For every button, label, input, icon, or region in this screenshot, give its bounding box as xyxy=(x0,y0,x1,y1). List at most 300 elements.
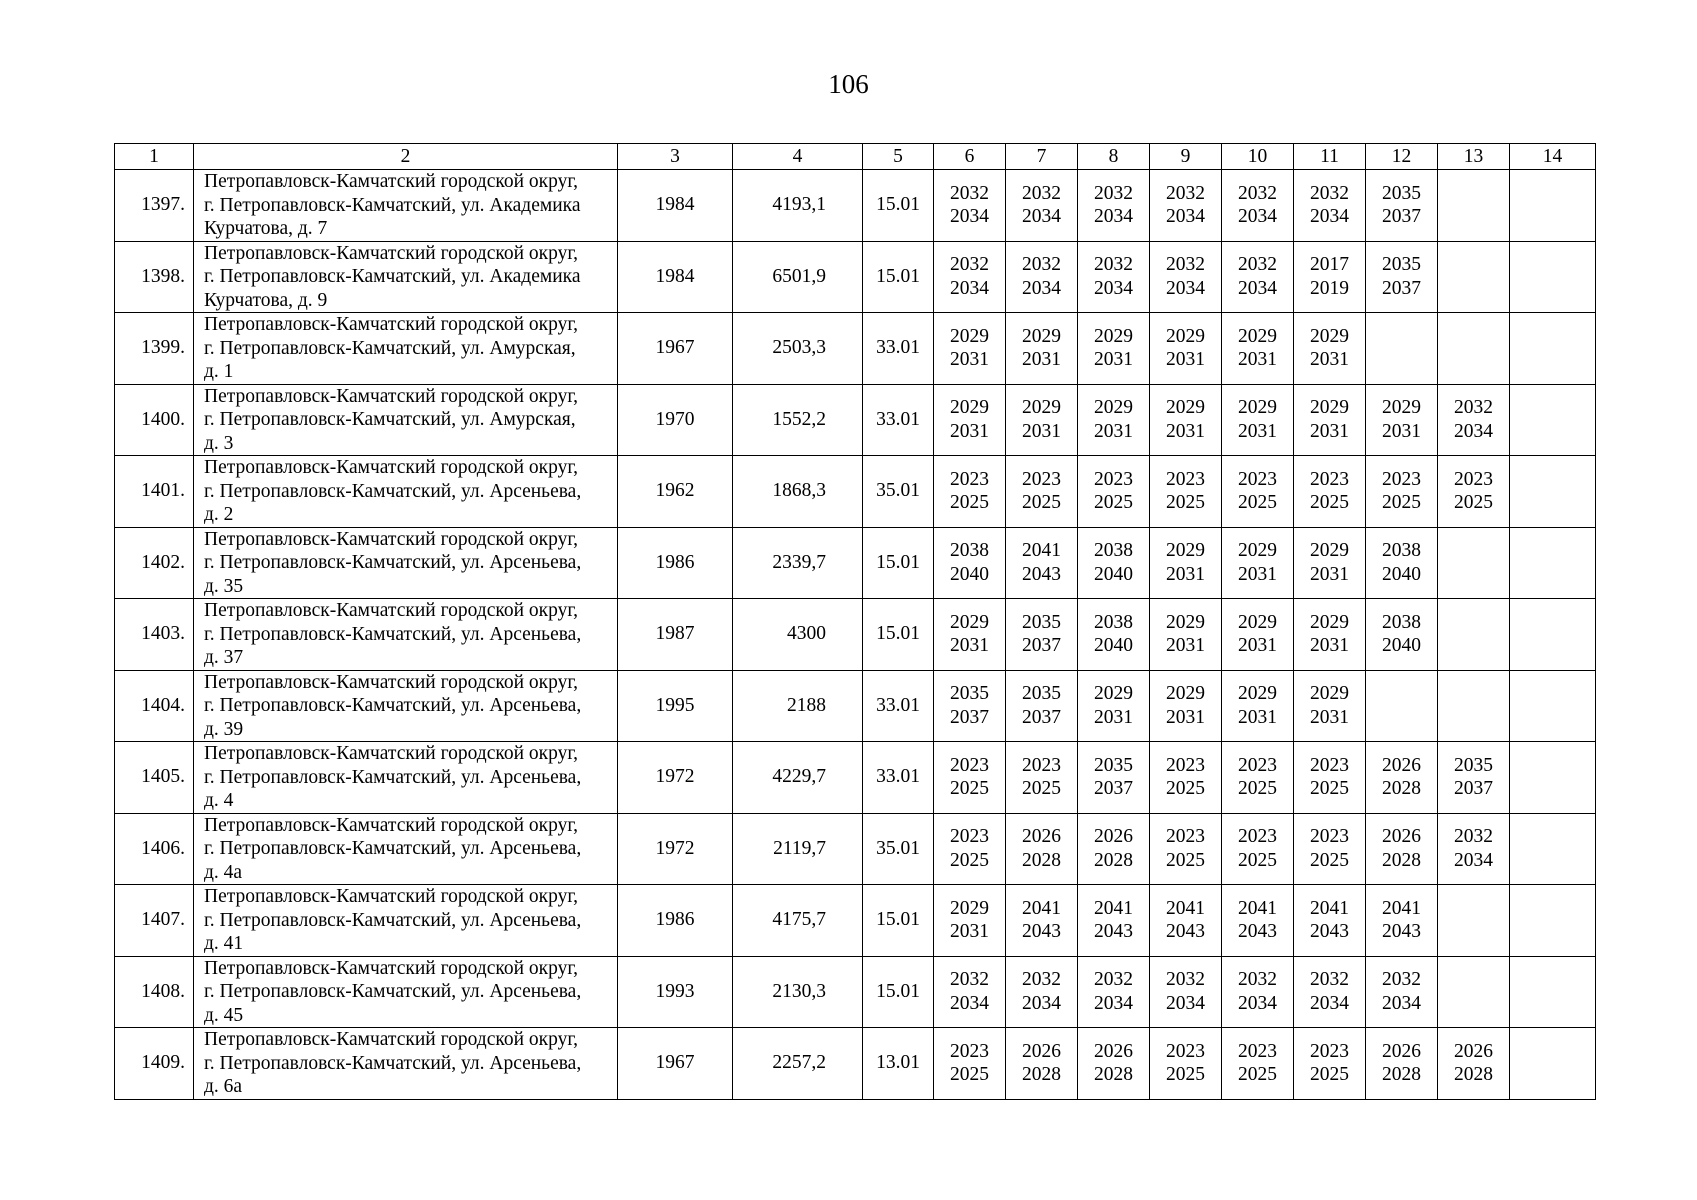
period-start: 2029 xyxy=(1022,325,1061,347)
period-cell xyxy=(1438,170,1510,242)
period-cell xyxy=(1438,599,1510,671)
period-start: 2032 xyxy=(1094,969,1133,991)
period-end: 2034 xyxy=(1022,277,1061,299)
row-number: 1401. xyxy=(115,456,194,528)
period-end: 2025 xyxy=(1310,849,1349,871)
period-start: 2032 xyxy=(1166,182,1205,204)
period-start: 2026 xyxy=(1382,826,1421,848)
table-row xyxy=(115,813,1596,885)
code-cell: 15.01 xyxy=(863,956,934,1028)
period-start: 2035 xyxy=(1094,754,1133,776)
period-start: 2023 xyxy=(1454,468,1493,490)
period-start: 2026 xyxy=(1022,826,1061,848)
period-end: 2034 xyxy=(1022,992,1061,1014)
area-cell: 4229,7 xyxy=(733,742,863,814)
row-number: 1403. xyxy=(115,599,194,671)
year-built-cell: 1986 xyxy=(618,527,733,599)
period-cell xyxy=(1294,241,1366,313)
period-cell xyxy=(1006,885,1078,957)
period-cell xyxy=(1438,956,1510,1028)
period-cell xyxy=(1006,742,1078,814)
address-cell: Петропавловск-Камчатский городской округ, г. Петропавловск-Камчатский, ул. Арсеньева, д. 2 xyxy=(194,456,618,528)
period-end: 2034 xyxy=(1166,206,1205,228)
period-start: 2032 xyxy=(950,969,989,991)
period-end: 2031 xyxy=(1310,706,1349,728)
period-end: 2034 xyxy=(1166,277,1205,299)
period-start: 2038 xyxy=(1382,540,1421,562)
period-end: 2025 xyxy=(1310,778,1349,800)
period-cell xyxy=(1078,885,1150,957)
period-cell xyxy=(1150,885,1222,957)
period-start: 2023 xyxy=(1238,826,1277,848)
period-end: 2034 xyxy=(1094,277,1133,299)
period-start: 2038 xyxy=(1094,540,1133,562)
period-cell xyxy=(1438,670,1510,742)
row-number: 1397. xyxy=(115,170,194,242)
period-cell xyxy=(1222,599,1294,671)
period-cell xyxy=(1510,241,1596,313)
period-end: 2025 xyxy=(1094,492,1133,514)
table-row xyxy=(115,456,1596,528)
period-start: 2035 xyxy=(1454,754,1493,776)
period-end: 2031 xyxy=(950,420,989,442)
period-cell xyxy=(934,1028,1006,1100)
period-end: 2031 xyxy=(1310,349,1349,371)
period-start: 2041 xyxy=(1022,540,1061,562)
period-cell xyxy=(1006,384,1078,456)
period-start: 2023 xyxy=(1094,468,1133,490)
period-cell xyxy=(1366,885,1438,957)
period-cell xyxy=(1294,813,1366,885)
row-number: 1404. xyxy=(115,670,194,742)
period-cell xyxy=(934,170,1006,242)
period-end: 2031 xyxy=(1382,420,1421,442)
period-end: 2034 xyxy=(950,206,989,228)
period-end: 2025 xyxy=(950,1064,989,1086)
period-start: 2023 xyxy=(950,1040,989,1062)
table-row xyxy=(115,241,1596,313)
period-start: 2023 xyxy=(1022,754,1061,776)
table-row xyxy=(115,599,1596,671)
period-end: 2034 xyxy=(950,992,989,1014)
period-cell xyxy=(1078,456,1150,528)
period-cell xyxy=(1366,599,1438,671)
period-start: 2032 xyxy=(950,182,989,204)
period-cell xyxy=(1294,599,1366,671)
period-start: 2029 xyxy=(1166,683,1205,705)
period-start: 2038 xyxy=(950,540,989,562)
table-row xyxy=(115,527,1596,599)
period-end: 2040 xyxy=(1382,563,1421,585)
period-end: 2043 xyxy=(1166,921,1205,943)
address-cell: Петропавловск-Камчатский городской округ, г. Петропавловск-Камчатский, ул. Арсеньева, д. 37 xyxy=(194,599,618,671)
period-start: 2023 xyxy=(1166,468,1205,490)
period-end: 2031 xyxy=(950,635,989,657)
period-cell xyxy=(1222,813,1294,885)
period-end: 2025 xyxy=(950,778,989,800)
period-end: 2034 xyxy=(1022,206,1061,228)
period-cell xyxy=(1294,456,1366,528)
column-header: 10 xyxy=(1222,144,1294,170)
year-built-cell: 1995 xyxy=(618,670,733,742)
area-cell: 4175,7 xyxy=(733,885,863,957)
column-header: 3 xyxy=(618,144,733,170)
period-start: 2041 xyxy=(1166,897,1205,919)
period-end: 2034 xyxy=(950,277,989,299)
period-end: 2034 xyxy=(1094,992,1133,1014)
area-cell: 2257,2 xyxy=(733,1028,863,1100)
period-start: 2029 xyxy=(1310,611,1349,633)
period-cell xyxy=(1294,313,1366,385)
period-start: 2026 xyxy=(1382,754,1421,776)
address-cell: Петропавловск-Камчатский городской округ, г. Петропавловск-Камчатский, ул. Арсеньева, д. 39 xyxy=(194,670,618,742)
period-end: 2043 xyxy=(1382,921,1421,943)
period-end: 2025 xyxy=(1454,492,1493,514)
period-end: 2034 xyxy=(1238,206,1277,228)
period-cell xyxy=(1150,956,1222,1028)
year-built-cell: 1970 xyxy=(618,384,733,456)
column-header: 8 xyxy=(1078,144,1150,170)
period-end: 2043 xyxy=(1238,921,1277,943)
period-start: 2041 xyxy=(1238,897,1277,919)
area-cell: 1552,2 xyxy=(733,384,863,456)
period-cell xyxy=(1006,170,1078,242)
table-row xyxy=(115,170,1596,242)
table-row xyxy=(115,885,1596,957)
period-cell xyxy=(1366,313,1438,385)
period-start: 2029 xyxy=(1238,325,1277,347)
row-number: 1407. xyxy=(115,885,194,957)
period-start: 2017 xyxy=(1310,254,1349,276)
period-cell xyxy=(1222,456,1294,528)
period-cell xyxy=(1222,885,1294,957)
address-cell: Петропавловск-Камчатский городской округ, г. Петропавловск-Камчатский, ул. Амурская, д. 1 xyxy=(194,313,618,385)
period-cell xyxy=(1150,813,1222,885)
period-end: 2034 xyxy=(1094,206,1133,228)
period-start: 2029 xyxy=(950,611,989,633)
period-end: 2025 xyxy=(1022,778,1061,800)
year-built-cell: 1987 xyxy=(618,599,733,671)
period-start: 2032 xyxy=(1238,969,1277,991)
table-row xyxy=(115,1028,1596,1100)
period-start: 2035 xyxy=(1382,254,1421,276)
code-cell: 15.01 xyxy=(863,527,934,599)
period-cell xyxy=(1006,456,1078,528)
period-start: 2023 xyxy=(1166,826,1205,848)
period-start: 2026 xyxy=(1382,1040,1421,1062)
period-start: 2023 xyxy=(950,754,989,776)
period-end: 2025 xyxy=(1022,492,1061,514)
area-cell: 2130,3 xyxy=(733,956,863,1028)
period-cell xyxy=(1438,1028,1510,1100)
page-number: 106 xyxy=(828,69,869,99)
period-cell xyxy=(1222,241,1294,313)
period-end: 2031 xyxy=(1238,349,1277,371)
period-cell xyxy=(1078,313,1150,385)
period-start: 2023 xyxy=(1310,468,1349,490)
period-start: 2032 xyxy=(1310,969,1349,991)
period-start: 2029 xyxy=(1310,397,1349,419)
period-cell xyxy=(1006,313,1078,385)
period-cell xyxy=(1222,527,1294,599)
period-end: 2040 xyxy=(1094,635,1133,657)
period-end: 2031 xyxy=(1310,563,1349,585)
period-end: 2037 xyxy=(1454,778,1493,800)
period-cell xyxy=(1438,742,1510,814)
period-start: 2032 xyxy=(1382,969,1421,991)
period-cell xyxy=(1150,527,1222,599)
period-start: 2029 xyxy=(1238,540,1277,562)
address-cell: Петропавловск-Камчатский городской округ, г. Петропавловск-Камчатский, ул. Академика Курчатова, д. 9 xyxy=(194,241,618,313)
period-cell xyxy=(1294,956,1366,1028)
table-body xyxy=(115,170,1596,1100)
period-end: 2037 xyxy=(950,706,989,728)
row-number: 1402. xyxy=(115,527,194,599)
period-end: 2037 xyxy=(1022,635,1061,657)
code-cell: 33.01 xyxy=(863,384,934,456)
period-start: 2032 xyxy=(1022,254,1061,276)
period-cell xyxy=(1006,1028,1078,1100)
period-cell xyxy=(1510,1028,1596,1100)
period-cell xyxy=(934,956,1006,1028)
period-end: 2028 xyxy=(1022,849,1061,871)
period-start: 2023 xyxy=(1238,754,1277,776)
period-end: 2043 xyxy=(1094,921,1133,943)
table-row xyxy=(115,956,1596,1028)
period-cell xyxy=(1150,742,1222,814)
period-end: 2034 xyxy=(1166,992,1205,1014)
period-start: 2023 xyxy=(1238,468,1277,490)
period-end: 2034 xyxy=(1310,206,1349,228)
period-cell xyxy=(1366,956,1438,1028)
year-built-cell: 1972 xyxy=(618,813,733,885)
period-cell xyxy=(934,456,1006,528)
period-cell xyxy=(1150,170,1222,242)
year-built-cell: 1967 xyxy=(618,313,733,385)
period-cell xyxy=(1150,313,1222,385)
period-cell xyxy=(1150,384,1222,456)
period-end: 2040 xyxy=(950,563,989,585)
year-built-cell: 1993 xyxy=(618,956,733,1028)
period-start: 2035 xyxy=(950,683,989,705)
period-start: 2029 xyxy=(1310,683,1349,705)
area-cell: 2188 xyxy=(733,670,863,742)
period-end: 2031 xyxy=(1238,706,1277,728)
period-cell xyxy=(1078,1028,1150,1100)
period-cell xyxy=(1438,813,1510,885)
period-cell xyxy=(1366,813,1438,885)
address-cell: Петропавловск-Камчатский городской округ, г. Петропавловск-Камчатский, ул. Академика Курчатова, д. 7 xyxy=(194,170,618,242)
period-start: 2023 xyxy=(1310,826,1349,848)
period-cell xyxy=(1078,384,1150,456)
period-end: 2031 xyxy=(1094,420,1133,442)
period-end: 2034 xyxy=(1238,992,1277,1014)
address-cell: Петропавловск-Камчатский городской округ, г. Петропавловск-Камчатский, ул. Арсеньева, д. 35 xyxy=(194,527,618,599)
period-cell xyxy=(1222,742,1294,814)
area-cell: 2119,7 xyxy=(733,813,863,885)
period-end: 2031 xyxy=(1166,706,1205,728)
period-start: 2023 xyxy=(950,826,989,848)
period-start: 2023 xyxy=(950,468,989,490)
address-cell: Петропавловск-Камчатский городской округ, г. Петропавловск-Камчатский, ул. Амурская, д. 3 xyxy=(194,384,618,456)
period-cell xyxy=(1078,527,1150,599)
period-cell xyxy=(1078,599,1150,671)
period-cell xyxy=(1510,527,1596,599)
period-end: 2031 xyxy=(1310,420,1349,442)
period-cell xyxy=(1222,313,1294,385)
period-cell xyxy=(1150,456,1222,528)
period-start: 2032 xyxy=(1454,826,1493,848)
column-header: 7 xyxy=(1006,144,1078,170)
period-end: 2031 xyxy=(1310,635,1349,657)
area-cell: 4300 xyxy=(733,599,863,671)
period-start: 2032 xyxy=(1022,969,1061,991)
period-cell xyxy=(1366,527,1438,599)
period-start: 2029 xyxy=(1166,325,1205,347)
period-cell xyxy=(1366,670,1438,742)
period-start: 2032 xyxy=(1454,397,1493,419)
period-end: 2031 xyxy=(1166,420,1205,442)
period-cell xyxy=(1222,170,1294,242)
column-header: 14 xyxy=(1510,144,1596,170)
period-cell xyxy=(1006,956,1078,1028)
period-cell xyxy=(1366,384,1438,456)
period-cell xyxy=(1510,599,1596,671)
period-end: 2025 xyxy=(1238,849,1277,871)
period-start: 2032 xyxy=(1094,254,1133,276)
period-start: 2023 xyxy=(1166,754,1205,776)
period-cell xyxy=(1294,1028,1366,1100)
period-cell xyxy=(934,670,1006,742)
period-end: 2031 xyxy=(1022,420,1061,442)
period-cell xyxy=(1510,456,1596,528)
period-cell xyxy=(1438,885,1510,957)
period-start: 2035 xyxy=(1022,683,1061,705)
code-cell: 15.01 xyxy=(863,170,934,242)
period-cell xyxy=(1078,742,1150,814)
period-end: 2031 xyxy=(1166,349,1205,371)
period-cell xyxy=(934,813,1006,885)
period-end: 2028 xyxy=(1382,778,1421,800)
period-start: 2023 xyxy=(1310,754,1349,776)
period-end: 2037 xyxy=(1382,206,1421,228)
period-end: 2025 xyxy=(1238,492,1277,514)
period-end: 2040 xyxy=(1382,635,1421,657)
period-cell xyxy=(1006,527,1078,599)
period-start: 2029 xyxy=(1022,397,1061,419)
period-start: 2029 xyxy=(1310,540,1349,562)
period-start: 2029 xyxy=(950,325,989,347)
year-built-cell: 1986 xyxy=(618,885,733,957)
period-start: 2032 xyxy=(1022,182,1061,204)
area-cell: 6501,9 xyxy=(733,241,863,313)
period-cell xyxy=(1438,384,1510,456)
period-cell xyxy=(1222,956,1294,1028)
period-cell xyxy=(1294,885,1366,957)
period-start: 2032 xyxy=(1166,254,1205,276)
period-end: 2028 xyxy=(1382,1064,1421,1086)
period-end: 2034 xyxy=(1382,992,1421,1014)
period-cell xyxy=(1006,241,1078,313)
schedule-table xyxy=(114,143,1596,1100)
period-start: 2029 xyxy=(1382,397,1421,419)
period-cell xyxy=(1366,170,1438,242)
period-cell xyxy=(1222,384,1294,456)
period-start: 2038 xyxy=(1382,611,1421,633)
period-cell xyxy=(1510,885,1596,957)
period-cell xyxy=(1294,170,1366,242)
period-start: 2023 xyxy=(1382,468,1421,490)
period-start: 2023 xyxy=(1022,468,1061,490)
period-start: 2026 xyxy=(1022,1040,1061,1062)
table-row xyxy=(115,384,1596,456)
period-start: 2023 xyxy=(1238,1040,1277,1062)
year-built-cell: 1972 xyxy=(618,742,733,814)
period-end: 2043 xyxy=(1022,563,1061,585)
period-end: 2025 xyxy=(1166,778,1205,800)
period-cell xyxy=(1078,241,1150,313)
period-cell xyxy=(1078,170,1150,242)
period-cell xyxy=(1438,527,1510,599)
period-cell xyxy=(1078,670,1150,742)
period-start: 2029 xyxy=(1238,611,1277,633)
period-end: 2025 xyxy=(1166,492,1205,514)
column-header: 2 xyxy=(194,144,618,170)
period-end: 2031 xyxy=(950,921,989,943)
row-number: 1399. xyxy=(115,313,194,385)
area-cell: 2503,3 xyxy=(733,313,863,385)
column-header: 4 xyxy=(733,144,863,170)
period-end: 2034 xyxy=(1238,277,1277,299)
period-start: 2041 xyxy=(1022,897,1061,919)
period-start: 2029 xyxy=(1094,397,1133,419)
period-end: 2031 xyxy=(1166,635,1205,657)
period-start: 2029 xyxy=(1166,611,1205,633)
period-cell xyxy=(1150,670,1222,742)
period-end: 2025 xyxy=(1310,1064,1349,1086)
area-cell: 1868,3 xyxy=(733,456,863,528)
address-cell: Петропавловск-Камчатский городской округ, г. Петропавловск-Камчатский, ул. Арсеньева, д. 41 xyxy=(194,885,618,957)
period-start: 2026 xyxy=(1094,1040,1133,1062)
period-cell xyxy=(1006,599,1078,671)
year-built-cell: 1984 xyxy=(618,170,733,242)
code-cell: 15.01 xyxy=(863,885,934,957)
code-cell: 13.01 xyxy=(863,1028,934,1100)
column-header: 5 xyxy=(863,144,934,170)
period-cell xyxy=(1150,599,1222,671)
period-start: 2032 xyxy=(1238,254,1277,276)
period-start: 2035 xyxy=(1382,182,1421,204)
period-cell xyxy=(1006,813,1078,885)
period-start: 2032 xyxy=(950,254,989,276)
period-end: 2031 xyxy=(1238,563,1277,585)
period-cell xyxy=(934,742,1006,814)
period-cell xyxy=(1510,313,1596,385)
period-cell xyxy=(1294,384,1366,456)
period-end: 2031 xyxy=(1238,420,1277,442)
period-end: 2031 xyxy=(1094,706,1133,728)
period-start: 2029 xyxy=(1238,683,1277,705)
code-cell: 35.01 xyxy=(863,813,934,885)
row-number: 1400. xyxy=(115,384,194,456)
period-end: 2034 xyxy=(1454,420,1493,442)
period-end: 2028 xyxy=(1094,1064,1133,1086)
period-start: 2035 xyxy=(1022,611,1061,633)
period-end: 2037 xyxy=(1022,706,1061,728)
period-cell xyxy=(934,527,1006,599)
period-end: 2031 xyxy=(1166,563,1205,585)
period-cell xyxy=(1438,241,1510,313)
